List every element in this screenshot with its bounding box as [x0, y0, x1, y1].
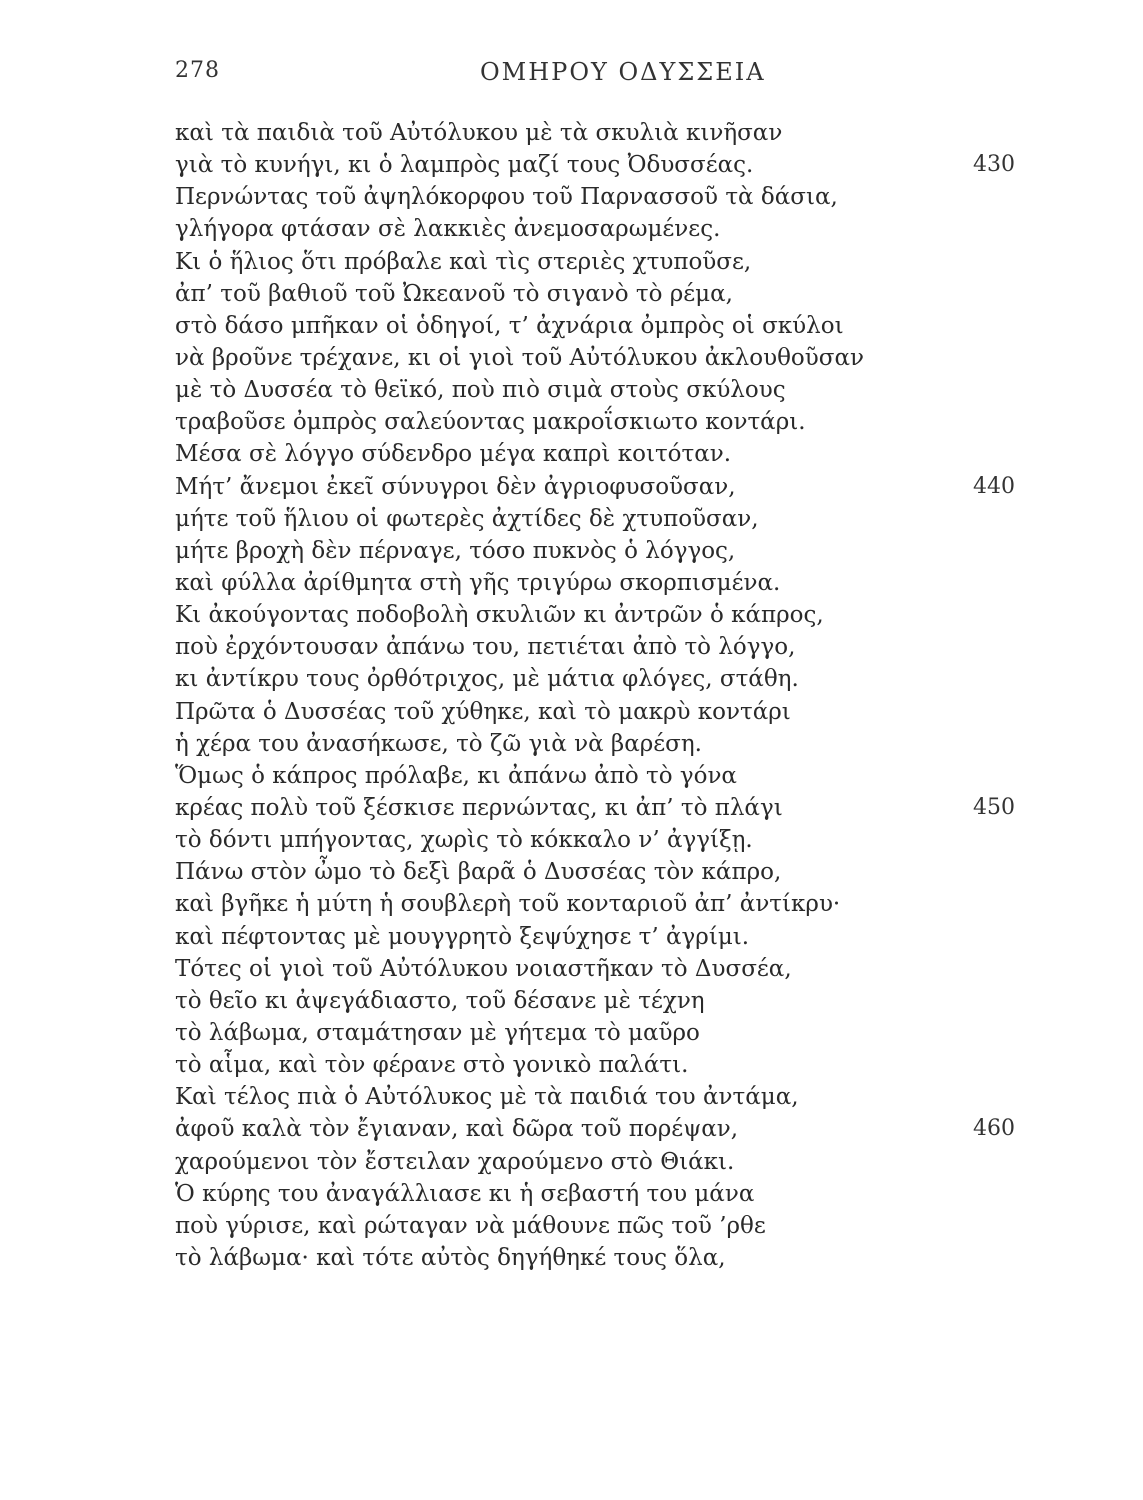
- verse-line: [175, 503, 1015, 535]
- verse-line: [175, 663, 1015, 695]
- verse-line: [175, 824, 1015, 856]
- verse-line: [175, 631, 1015, 663]
- verse-line: [175, 1081, 1015, 1113]
- verse-text: Περνώντας τοῦ ἀψηλόκορφου τοῦ Παρνασσοῦ τὰ δάσια,: [175, 184, 838, 211]
- verse-line: [175, 438, 1015, 470]
- verse-line: [175, 310, 1015, 342]
- verse-text: καὶ πέφτοντας μὲ μουγγρητὸ ξεψύχησε τ’ ἀγρίμι.: [175, 923, 750, 950]
- verse-line: [175, 1242, 1015, 1274]
- verse-line: [175, 117, 1015, 149]
- verse-line: [175, 1210, 1015, 1242]
- verse-line: [175, 406, 1015, 438]
- verse-line: [175, 342, 1015, 374]
- verse-line: [175, 246, 1015, 278]
- verse-text: τὸ δόντι μπήγοντας, χωρὶς τὸ κόκκαλο ν’ ἀγγίξῃ.: [175, 827, 753, 854]
- verse-text: τὸ λάβωμα, σταμάτησαν μὲ γήτεμα τὸ μαῦρο: [175, 1019, 700, 1046]
- verse-line: [175, 985, 1015, 1017]
- verse-text: ποὺ γύρισε, καὶ ρώταγαν νὰ μάθουνε πῶς τοῦ ’ρθε: [175, 1212, 766, 1239]
- verse-text: γλήγορα φτάσαν σὲ λακκιὲς ἀνεμοσαρωμένες.: [175, 216, 721, 243]
- verse-text: γιὰ τὸ κυνήγι, κι ὁ λαμπρὸς μαζί τους Ὀδυσσέας.: [175, 152, 754, 179]
- verse-text: χαρούμενοι τὸν ἔστειλαν χαρούμενο στὸ Θιάκι.: [175, 1148, 735, 1175]
- verse-text: Κι ἀκούγοντας ποδοβολὴ σκυλιῶν κι ἀντρῶν ὁ κάπρος,: [175, 602, 824, 629]
- verse-line: [175, 535, 1015, 567]
- verse-line: [175, 888, 1015, 920]
- verse-text: ἡ χέρα του ἀνασήκωσε, τὸ ζῶ γιὰ νὰ βαρέση.: [175, 730, 702, 757]
- verse-text: τὸ αἷμα, καὶ τὸν φέρανε στὸ γονικὸ παλάτι.: [175, 1052, 689, 1079]
- verse-line: [175, 1113, 1015, 1145]
- verse-text: κρέας πολὺ τοῦ ξέσκισε περνώντας, κι ἀπ’ τὸ πλάγι: [175, 794, 783, 821]
- verse-line: [175, 471, 1015, 503]
- verse-text: ἀφοῦ καλὰ τὸν ἔγιαναν, καὶ δῶρα τοῦ πορέψαν,: [175, 1116, 739, 1143]
- line-number: 430: [973, 152, 1015, 178]
- verse-line: [175, 278, 1015, 310]
- verse-text: μὲ τὸ Δυσσέα τὸ θεϊκό, ποὺ πιὸ σιμὰ στοὺς σκύλους: [175, 377, 786, 404]
- verse-line: [175, 1049, 1015, 1081]
- verse-text: μήτε τοῦ ἥλιου οἱ φωτερὲς ἀχτίδες δὲ χτυποῦσαν,: [175, 505, 759, 532]
- verse-line: [175, 181, 1015, 213]
- verse-text: καὶ βγῆκε ἡ μύτη ἡ σουβλερὴ τοῦ κονταριοῦ ἀπ’ ἀντίκρυ·: [175, 891, 841, 918]
- verse-text: Πρῶτα ὁ Δυσσέας τοῦ χύθηκε, καὶ τὸ μακρὺ κοντάρι: [175, 698, 791, 725]
- verse-line: [175, 1178, 1015, 1210]
- verse-line: [175, 696, 1015, 728]
- verse-line: [175, 921, 1015, 953]
- verse-line: [175, 213, 1015, 245]
- verse-text: Ὅμως ὁ κάπρος πρόλαβε, κι ἀπάνω ἀπὸ τὸ γόνα: [175, 762, 737, 789]
- verse-text: Μέσα σὲ λόγγο σύδενδρο μέγα καπρὶ κοιτόταν.: [175, 441, 732, 468]
- verse-line: [175, 792, 1015, 824]
- verse-text: ποὺ ἐρχόντουσαν ἀπάνω του, πετιέται ἀπὸ τὸ λόγγο,: [175, 634, 796, 661]
- verse-text: τὸ θεῖο κι ἀψεγάδιαστο, τοῦ δέσανε μὲ τέχνη: [175, 987, 705, 1014]
- verse-text: καὶ φύλλα ἀρίθμητα στὴ γῆς τριγύρω σκορπισμένα.: [175, 569, 781, 596]
- verse-line: [175, 953, 1015, 985]
- verse-text: κι ἀντίκρυ τους ὀρθότριχος, μὲ μάτια φλόγες, στάθη.: [175, 666, 799, 693]
- page-number: 278: [175, 58, 220, 83]
- poem-body: [175, 117, 1015, 1274]
- verse-text: Ὁ κύρης του ἀναγάλλιασε κι ἡ σεβαστή του μάνα: [175, 1180, 755, 1207]
- verse-text: Πάνω στὸν ὦμο τὸ δεξὶ βαρᾶ ὁ Δυσσέας τὸν κάπρο,: [175, 859, 782, 886]
- line-number: 440: [973, 473, 1015, 499]
- verse-line: [175, 760, 1015, 792]
- verse-text: μήτε βροχὴ δὲν πέρναγε, τόσο πυκνὸς ὁ λόγγος,: [175, 537, 736, 564]
- verse-line: [175, 149, 1015, 181]
- line-number: 450: [973, 794, 1015, 820]
- verse-text: ἀπ’ τοῦ βαθιοῦ τοῦ Ὠκεανοῦ τὸ σιγανὸ τὸ ρέμα,: [175, 280, 733, 307]
- running-title: ΟΜΗΡΟΥ ΟΔΥΣΣΕΙΑ: [480, 58, 766, 86]
- line-number: 460: [973, 1116, 1015, 1142]
- verse-line: [175, 599, 1015, 631]
- verse-text: Καὶ τέλος πιὰ ὁ Αὐτόλυκος μὲ τὰ παιδιά του ἀντάμα,: [175, 1084, 799, 1111]
- verse-line: [175, 1017, 1015, 1049]
- verse-line: [175, 728, 1015, 760]
- verse-text: Τότες οἱ γιοὶ τοῦ Αὐτόλυκου νοιαστῆκαν τὸ Δυσσέα,: [175, 955, 792, 982]
- verse-line: [175, 567, 1015, 599]
- verse-text: νὰ βροῦνε τρέχανε, κι οἱ γιοὶ τοῦ Αὐτόλυκου ἀκλουθοῦσαν: [175, 344, 864, 371]
- verse-text: στὸ δάσο μπῆκαν οἱ ὁδηγοί, τ’ ἀχνάρια ὀμπρὸς οἱ σκύλοι: [175, 312, 844, 339]
- verse-line: [175, 374, 1015, 406]
- verse-line: [175, 1146, 1015, 1178]
- verse-text: καὶ τὰ παιδιὰ τοῦ Αὐτόλυκου μὲ τὰ σκυλιὰ κινῆσαν: [175, 120, 783, 146]
- verse-text: τραβοῦσε ὀμπρὸς σαλεύοντας μακροΐσκιωτο κοντάρι.: [175, 409, 806, 436]
- verse-line: [175, 856, 1015, 888]
- verse-text: Μήτ’ ἄνεμοι ἐκεῖ σύνυγροι δὲν ἀγριοφυσοῦσαν,: [175, 473, 736, 500]
- page-header: [175, 58, 1015, 94]
- verse-text: Κι ὁ ἥλιος ὅτι πρόβαλε καὶ τὶς στεριὲς χτυποῦσε,: [175, 248, 752, 275]
- verse-text: τὸ λάβωμα· καὶ τότε αὐτὸς δηγήθηκέ τους ὅλα,: [175, 1244, 726, 1271]
